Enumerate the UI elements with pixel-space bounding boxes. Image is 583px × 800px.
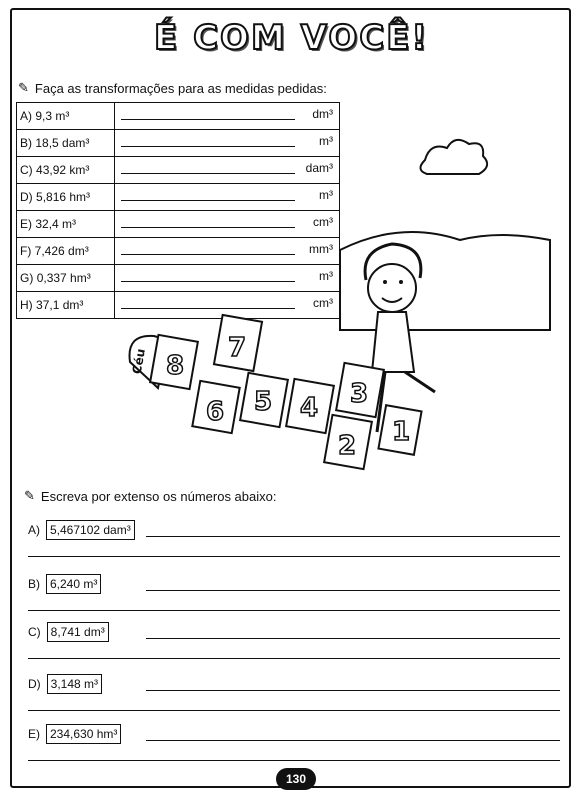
item-label: E)	[28, 727, 40, 741]
answer-line	[121, 119, 295, 120]
number-box: 6,240 m³	[46, 574, 101, 594]
answer-cell[interactable]	[115, 103, 340, 130]
write-line[interactable]	[28, 658, 560, 659]
write-line[interactable]	[28, 760, 560, 761]
row-label: H)	[20, 298, 33, 312]
row-value: 18,5 dam³	[35, 136, 90, 150]
pencil-icon: ✎	[24, 488, 35, 503]
row-value: 9,3 m³	[35, 109, 70, 123]
hopscotch-number: 4	[300, 393, 319, 423]
girl-head	[368, 264, 416, 312]
write-line[interactable]	[28, 556, 560, 557]
target-unit: m³	[319, 134, 333, 148]
instruction-1	[18, 80, 327, 96]
hopscotch-number: 1	[392, 417, 411, 447]
cloud-shape	[420, 140, 487, 174]
number-box: 8,741 dm³	[47, 622, 109, 642]
row-label: C)	[20, 163, 33, 177]
target-unit: mm³	[309, 242, 333, 256]
instruction-2-text: Escreva por extenso os números abaixo:	[40, 488, 277, 504]
conversion-row	[17, 103, 340, 130]
number-box: 5,467102 dam³	[46, 520, 135, 540]
number-box: 234,630 hm³	[46, 724, 121, 744]
instruction-1-text: Faça as transformações para as medidas pedidas:	[34, 80, 327, 96]
row-value: 37,1 dm³	[36, 298, 84, 312]
row-label: G)	[20, 271, 34, 285]
item-label: D)	[28, 677, 41, 691]
page-number: 130	[276, 768, 316, 790]
conversion-question	[17, 265, 115, 292]
extenso-item	[28, 724, 560, 744]
target-unit: m³	[319, 188, 333, 202]
hopscotch-number: 7	[228, 333, 247, 363]
row-value: 32,4 m³	[35, 217, 77, 231]
item-label: B)	[28, 577, 40, 591]
target-unit: m³	[319, 269, 333, 283]
write-line[interactable]	[28, 610, 560, 611]
hopscotch-number: 6	[206, 397, 225, 427]
conversion-question	[17, 157, 115, 184]
conversion-question	[17, 238, 115, 265]
extenso-item	[28, 674, 560, 694]
hopscotch-number: 3	[350, 379, 369, 409]
row-label: D)	[20, 190, 33, 204]
row-label: A)	[20, 109, 32, 123]
row-label: F)	[20, 244, 32, 258]
girl-body	[372, 312, 414, 372]
illustration	[120, 130, 560, 490]
conversion-question	[17, 292, 115, 319]
row-label: B)	[20, 136, 32, 150]
hopscotch-number: 2	[338, 431, 357, 461]
extenso-item	[28, 622, 560, 642]
write-line[interactable]	[146, 590, 560, 591]
write-line[interactable]	[146, 690, 560, 691]
conversion-question	[17, 211, 115, 238]
write-line[interactable]	[146, 638, 560, 639]
instruction-2	[24, 488, 276, 504]
hopscotch-number: 8	[166, 351, 185, 381]
row-value: 0,337 hm³	[36, 271, 91, 285]
row-value: 5,816 hm³	[36, 190, 91, 204]
item-label: A)	[28, 523, 40, 537]
item-label: C)	[28, 625, 41, 639]
extenso-item	[28, 574, 560, 594]
conversion-question	[17, 130, 115, 157]
pencil-icon: ✎	[18, 80, 29, 95]
conversion-question	[17, 103, 115, 130]
row-value: 7,426 dm³	[34, 244, 89, 258]
row-label: E)	[20, 217, 32, 231]
extenso-item	[28, 520, 560, 540]
hopscotch-sky-label: Céu	[129, 347, 148, 376]
write-line[interactable]	[146, 536, 560, 537]
write-line[interactable]	[28, 710, 560, 711]
number-box: 3,148 m³	[47, 674, 102, 694]
hopscotch-number: 5	[254, 387, 273, 417]
target-unit: dm³	[312, 107, 333, 121]
target-unit: cm³	[313, 215, 333, 229]
page-title: É COM VOCÊ!	[154, 18, 429, 58]
row-value: 43,92 km³	[36, 163, 90, 177]
conversion-question	[17, 184, 115, 211]
target-unit: dam³	[305, 161, 333, 175]
target-unit: cm³	[313, 296, 333, 310]
write-line[interactable]	[146, 740, 560, 741]
